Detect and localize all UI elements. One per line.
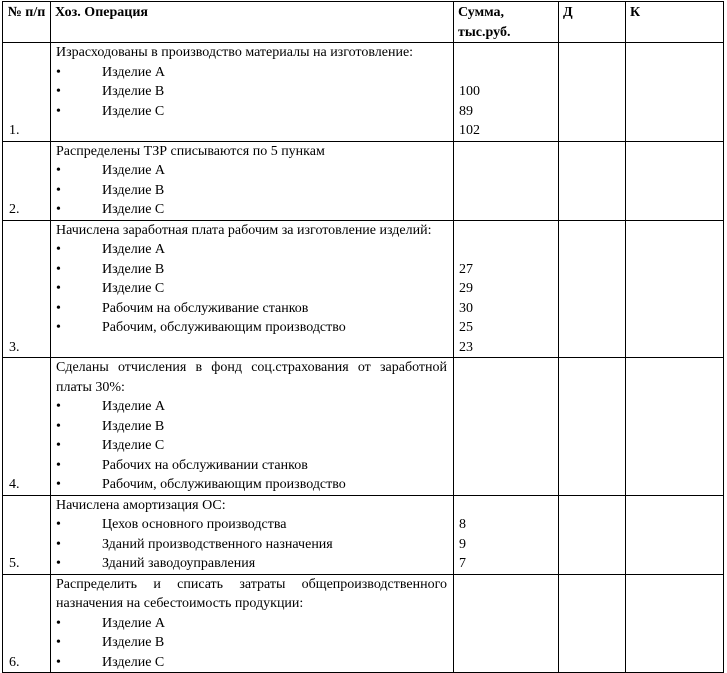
sum-cell [454, 574, 559, 673]
list-item: • Изделие А [56, 614, 447, 634]
list-item: • Изделие В [56, 260, 447, 280]
credit-cell[interactable] [626, 574, 724, 673]
amount-value [459, 417, 554, 437]
amount-value: 89 [459, 103, 473, 119]
amount-value: 23 [459, 339, 473, 355]
spacer [459, 63, 554, 83]
table-row [3, 495, 724, 574]
operation-description: Начислена амортизация ОС: [56, 497, 226, 513]
table-row [3, 358, 724, 496]
item-list [56, 161, 447, 220]
credit-cell[interactable] [626, 43, 724, 142]
list-item: • Рабочим, обслуживающим производство [56, 318, 447, 338]
amount-value: 100 [459, 84, 480, 99]
row-number: 3. [3, 220, 51, 358]
sum-cell [454, 495, 559, 574]
list-item: • Изделие А [56, 397, 447, 417]
operation-description: Начислена заработная плата рабочим за изготовление изделий: [56, 222, 432, 238]
table-row [3, 141, 724, 220]
table-row [3, 220, 724, 358]
amount-value [459, 161, 554, 181]
amount-value [459, 181, 554, 201]
header-debit: Д [559, 2, 626, 43]
list-item: • Изделие А [56, 240, 447, 260]
row-number: 5. [3, 495, 51, 574]
spacer [459, 575, 554, 595]
spacer [459, 142, 554, 162]
list-item: • Изделие В [56, 181, 447, 201]
amount-value: 7 [459, 556, 466, 571]
debit-cell[interactable] [559, 495, 626, 574]
credit-cell[interactable] [626, 141, 724, 220]
operations-table [2, 1, 724, 673]
debit-cell[interactable] [559, 141, 626, 220]
spacer [459, 358, 554, 378]
item-list [56, 614, 447, 673]
spacer [459, 240, 554, 260]
list-item: • Изделие С [56, 653, 447, 673]
debit-cell[interactable] [559, 220, 626, 358]
list-item: • Зданий заводоуправления [56, 554, 447, 574]
list-item: • Изделие А [56, 63, 447, 83]
item-list [56, 63, 447, 122]
list-item: • Изделие А [56, 161, 447, 181]
operation-description: Распределить и списать затраты общепроизводственного назначения на себестоимость продукции: [56, 576, 447, 611]
list-item: • Цехов основного производства [56, 515, 447, 535]
spacer [459, 594, 554, 614]
list-item: • Рабочим, обслуживающим производство [56, 475, 447, 495]
amount-value [459, 653, 554, 673]
header-sum: Сумма, тыс.руб. [454, 2, 559, 43]
amount-value: 25 [459, 320, 473, 335]
amount-value [459, 436, 554, 456]
list-item: • Изделие С [56, 200, 447, 220]
spacer [459, 43, 554, 63]
list-item: • Рабочим на обслуживание станков [56, 299, 447, 319]
operation-cell [51, 141, 454, 220]
row-number: 4. [3, 358, 51, 496]
row-number: 1. [3, 43, 51, 142]
spacer [459, 221, 554, 241]
header-num: № п/п [3, 2, 51, 43]
amount-value: 29 [459, 281, 473, 296]
debit-cell[interactable] [559, 43, 626, 142]
amount-value [459, 200, 554, 220]
amount-value: 8 [459, 517, 466, 532]
amount-value: 27 [459, 261, 473, 277]
list-item: • Изделие С [56, 279, 447, 299]
operation-cell [51, 220, 454, 358]
table-row [3, 43, 724, 142]
sum-cell [454, 220, 559, 358]
credit-cell[interactable] [626, 358, 724, 496]
amount-value: 102 [459, 123, 480, 138]
item-list [56, 240, 447, 338]
row-number: 2. [3, 141, 51, 220]
amount-value: 30 [459, 300, 473, 316]
list-item: • Зданий производственного назначения [56, 535, 447, 555]
spacer [459, 378, 554, 398]
operation-cell [51, 358, 454, 496]
operation-description: Распределены ТЗР списываются по 5 пункам [56, 143, 325, 159]
operation-cell [51, 574, 454, 673]
debit-cell[interactable] [559, 358, 626, 496]
sum-cell [454, 141, 559, 220]
list-item: • Изделие В [56, 633, 447, 653]
list-item: • Изделие В [56, 417, 447, 437]
amount-value [459, 633, 554, 653]
header-credit: К [626, 2, 724, 43]
list-item: • Изделие С [56, 102, 447, 122]
header-row [3, 2, 724, 43]
item-list [56, 397, 447, 495]
operation-description: Израсходованы в производство материалы на изготовление: [56, 45, 414, 60]
row-number: 6. [3, 574, 51, 673]
debit-cell[interactable] [559, 574, 626, 673]
credit-cell[interactable] [626, 495, 724, 574]
header-operation: Хоз. Операция [51, 2, 454, 43]
amount-value [459, 475, 554, 495]
amount-value [459, 456, 554, 476]
operation-cell [51, 495, 454, 574]
amount-value [459, 614, 554, 634]
sum-cell [454, 358, 559, 496]
spacer [459, 496, 554, 516]
amount-value: 9 [459, 536, 466, 552]
item-list [56, 515, 447, 574]
amount-value [459, 397, 554, 417]
list-item: • Рабочих на обслуживании станков [56, 456, 447, 476]
sum-cell [454, 43, 559, 142]
operation-description: Сделаны отчисления в фонд соц.страхования от заработной платы 30%: [56, 360, 447, 395]
list-item: • Изделие В [56, 82, 447, 102]
table-row [3, 574, 724, 673]
operation-cell [51, 43, 454, 142]
list-item: • Изделие С [56, 436, 447, 456]
credit-cell[interactable] [626, 220, 724, 358]
table-body [3, 43, 724, 673]
